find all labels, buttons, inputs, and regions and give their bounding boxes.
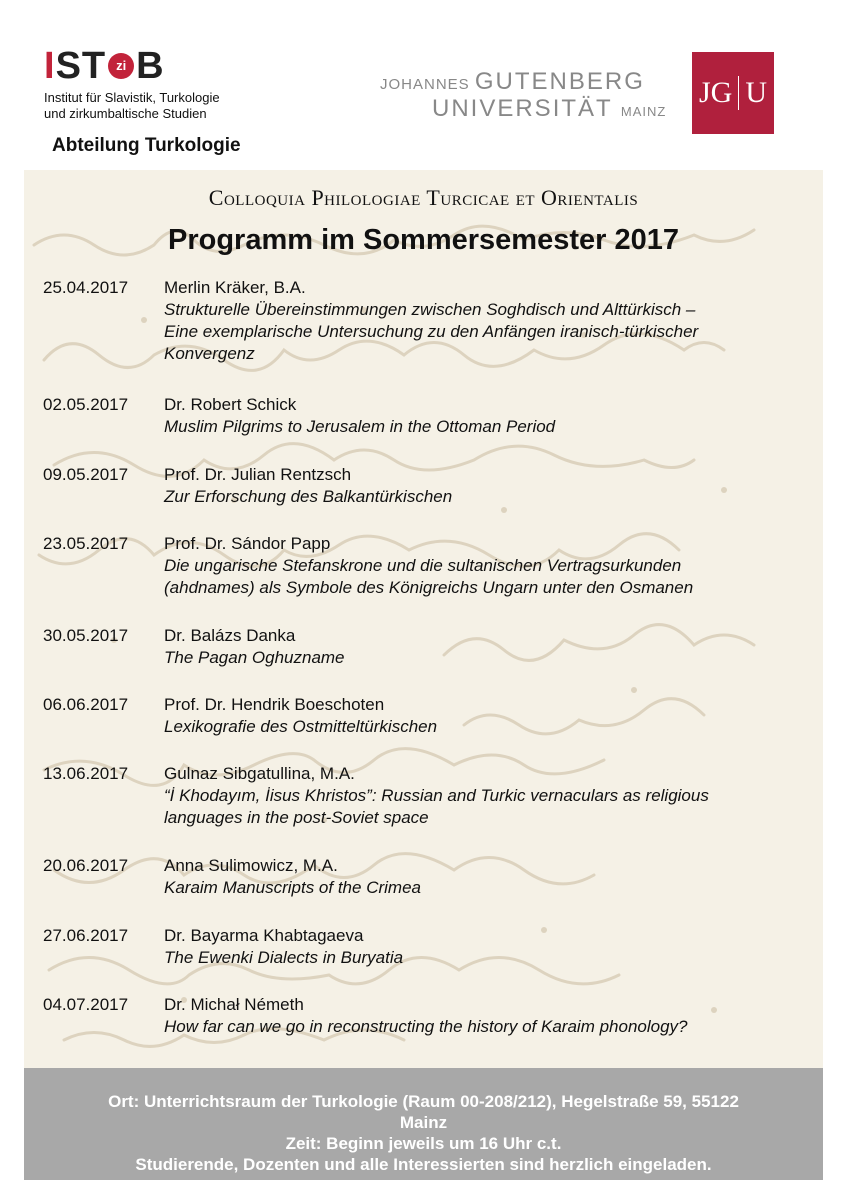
entry-talk-line: languages in the post-Soviet space [164,808,429,827]
entry-date: 20.06.2017 [43,856,129,875]
istob-wordmark-left: ST [55,45,107,87]
program-entry [43,994,814,1044]
footer-time: Zeit: Beginn jeweils um 16 Uhr c.t. [285,1134,562,1153]
istob-wordmark [44,46,264,86]
istob-wordmark-right: B [136,45,165,87]
istob-zi-badge: zi [108,53,134,79]
jgu-universitaet: UNIVERSITÄT [432,95,613,122]
istob-subtitle [44,90,264,122]
footer-location-line1: Ort: Unterrichtsraum der Turkologie (Raum 00-208/212), Hegelstraße 59, 55122 [108,1092,739,1111]
header [0,0,847,168]
entry-talk-line: “İ Khodayım, İisus Khristos”: Russian and Turkic vernaculars as religious [164,786,709,805]
entry-date: 13.06.2017 [43,764,129,783]
entry-talk-line: Strukturelle Übereinstimmungen zwischen Soghdisch und Alttürkisch – [164,300,696,319]
istob-subtitle-line2: und zirkumbaltische Studien [44,106,207,121]
jgu-logo-divider [738,76,739,110]
program-entry [43,763,814,855]
istob-subtitle-line1: Institut für Slavistik, Turkologie [44,90,220,105]
entry-talk-line: Die ungarische Stefanskrone und die sultanischen Vertragsurkunden [164,556,682,575]
entry-speaker: Prof. Dr. Hendrik Boeschoten [164,695,385,714]
program-entry [43,277,814,394]
program-entry [43,533,814,625]
entry-date: 25.04.2017 [43,278,129,297]
jgu-gutenberg: GUTENBERG [474,68,645,95]
istob-logo [44,46,264,122]
program-entry [43,855,814,925]
entry-date: 06.06.2017 [43,695,129,714]
program-entry [43,394,814,464]
entry-talk-line: Zur Erforschung des Balkantürkischen [164,487,453,506]
entry-speaker: Dr. Balázs Danka [164,626,296,645]
footer-invitation: Studierende, Dozenten und alle Interessierten sind herzlich eingeladen. [135,1155,712,1174]
entry-date: 30.05.2017 [43,626,129,645]
jgu-logo [692,52,774,134]
entry-speaker: Anna Sulimowicz, M.A. [164,856,338,875]
entry-talk-line: The Ewenki Dialects in Buryatia [164,948,404,967]
entry-talk-line: (ahdnames) als Symbole des Königreichs Ungarn unter den Osmanen [164,578,694,597]
footer-info [24,1068,823,1180]
entry-speaker: Gulnaz Sibgatullina, M.A. [164,764,355,783]
series-title: Colloquia Philologiae Turcicae et Orientalis [208,185,639,210]
program-entry [43,925,814,994]
istob-letter-i: I [44,45,56,87]
entry-talk-line: The Pagan Oghuzname [164,648,345,667]
footer-location-line2: Mainz [399,1113,448,1132]
jgu-logo-left: JG [698,76,733,109]
entry-speaker: Prof. Dr. Sándor Papp [164,534,331,553]
entry-speaker: Prof. Dr. Julian Rentzsch [164,465,352,484]
program-entry [43,694,814,763]
program-entry [43,464,814,533]
program-title: Programm im Sommersemester 2017 [168,224,679,256]
program-panel [24,170,823,1068]
entry-date: 23.05.2017 [43,534,129,553]
entry-talk-line: Konvergenz [164,344,255,363]
program-entry [43,625,814,694]
entry-speaker: Dr. Michał Németh [164,995,304,1014]
jgu-logo-right: U [745,76,767,109]
entry-date: 04.07.2017 [43,995,129,1014]
department-label: Abteilung Turkologie [52,135,241,156]
entry-speaker: Merlin Kräker, B.A. [164,278,306,297]
program-list [43,277,814,1044]
entry-talk-line: Karaim Manuscripts of the Crimea [164,878,421,897]
jgu-wordmark [380,70,666,124]
footer-location [24,1068,823,1133]
entry-speaker: Dr. Robert Schick [164,395,297,414]
entry-talk-line: Muslim Pilgrims to Jerusalem in the Ottoman Period [164,417,556,436]
entry-speaker: Dr. Bayarma Khabtagaeva [164,926,364,945]
jgu-johannes: JOHANNES [380,76,470,93]
jgu-mainz: MAINZ [620,104,667,119]
entry-date: 02.05.2017 [43,395,129,414]
entry-date: 27.06.2017 [43,926,129,945]
entry-talk-line: Eine exemplarische Untersuchung zu den Anfängen iranisch-türkischer [164,322,699,341]
entry-talk-line: Lexikografie des Ostmitteltürkischen [164,717,438,736]
entry-talk-line: How far can we go in reconstructing the history of Karaim phonology? [164,1017,688,1036]
entry-date: 09.05.2017 [43,465,129,484]
